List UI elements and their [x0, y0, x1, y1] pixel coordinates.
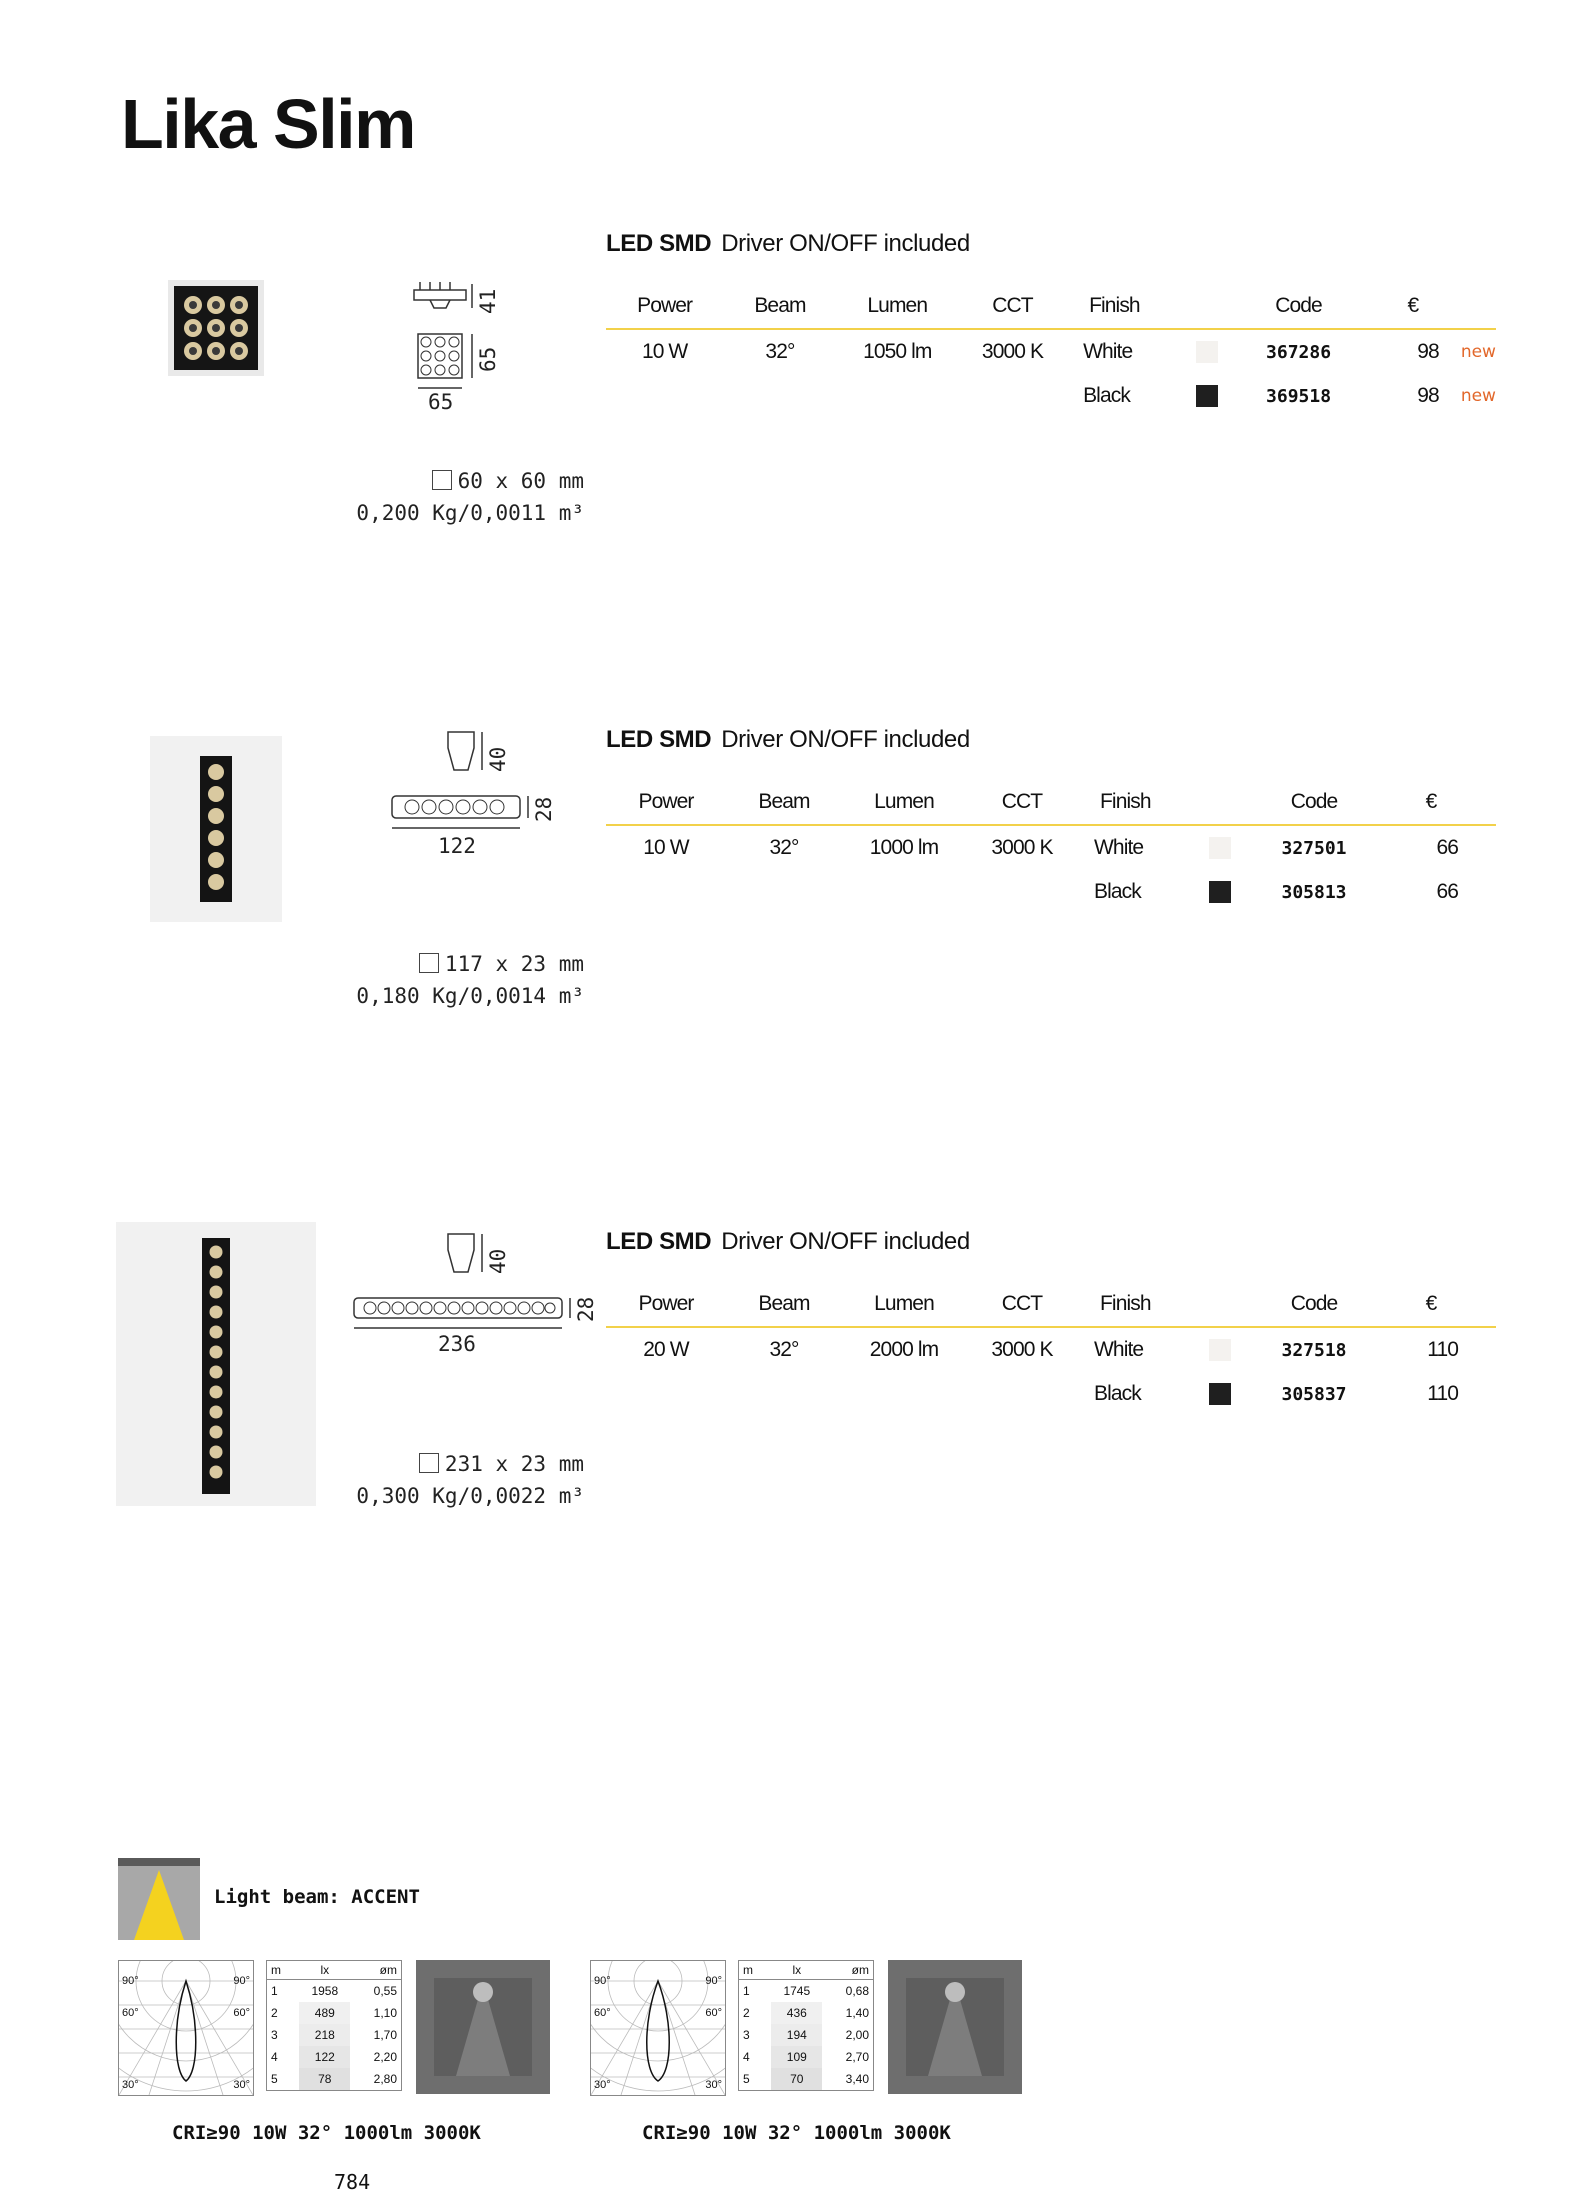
- finish-swatch-black: [1209, 881, 1231, 903]
- col-cct: CCT: [958, 284, 1067, 329]
- dim-bottom: 236: [438, 1332, 476, 1356]
- dimension-lines: [350, 1230, 610, 1360]
- lux-table: m lx øm 1 1745 0,68 2 436 1,40 3 194 2,00 4 109 2,70 5 70 3,40: [738, 1960, 874, 2091]
- lux-table: m lx øm 1 1958 0,55 2 489 1,10 3 218 1,70 4 122 2,20 5 78 2,80: [266, 1960, 402, 2091]
- photometry-caption: CRI≥90 10W 32° 1000lm 3000K: [642, 2122, 951, 2144]
- pack-weight: 0,200 Kg/0,0011 m³: [356, 501, 584, 525]
- dimension-drawing: [388, 728, 568, 868]
- col-price: €: [1365, 284, 1461, 329]
- table-row: 3 218 1,70: [267, 2024, 402, 2046]
- col-price: €: [1382, 1282, 1480, 1327]
- col-lumen: Lumen: [837, 284, 958, 329]
- table-row: 10 W 32° 1000 lm 3000 K White 327501 66: [643, 836, 1458, 859]
- table-row: Black 369518 98 new: [606, 374, 1496, 418]
- spec-table: [606, 780, 1496, 914]
- product-image: [116, 1222, 316, 1506]
- product-image: [150, 736, 282, 922]
- light-beam-label: Light beam: ACCENT: [214, 1886, 420, 1908]
- col-cct: CCT: [966, 780, 1078, 825]
- product-photo-6: [150, 736, 282, 922]
- table-row: Black 305813 66: [1094, 880, 1458, 903]
- col-code: Code: [1232, 284, 1365, 329]
- dim-height: 41: [476, 288, 500, 314]
- dim-side: 28: [574, 1296, 598, 1322]
- box-icon: [419, 1453, 439, 1473]
- col-finish: Finish: [1067, 284, 1181, 329]
- col-beam: Beam: [726, 1282, 842, 1327]
- pack-size: 60 x 60 mm: [457, 469, 584, 493]
- col-beam: Beam: [723, 284, 836, 329]
- polar-diagram: 90° 90° 60° 60° 30° 30°: [590, 1960, 726, 2096]
- table-row: 4 109 2,70: [739, 2046, 874, 2068]
- table-row: 5 78 2,80: [267, 2068, 402, 2091]
- table-row: 1 1958 0,55: [271, 1984, 397, 1998]
- table-row: 2 489 1,10: [267, 2002, 402, 2024]
- product-photo-square: [168, 280, 264, 376]
- table-row: Black 305837 110: [1094, 1382, 1458, 1405]
- table-row: 2 436 1,40: [739, 2002, 874, 2024]
- dim-side: 28: [532, 796, 556, 822]
- finish-swatch-white: [1196, 341, 1218, 363]
- box-icon: [432, 470, 452, 490]
- col-lumen: Lumen: [842, 1282, 966, 1327]
- product-photo-12: [116, 1222, 316, 1506]
- dim-height: 40: [486, 1248, 510, 1274]
- dim-bottom: 65: [428, 390, 454, 414]
- page-number: 784: [334, 2170, 371, 2194]
- product-heading: LED SMD Driver ON/OFF included: [606, 1228, 970, 1255]
- col-beam: Beam: [726, 780, 842, 825]
- col-finish: Finish: [1078, 1282, 1194, 1327]
- light-beam-icon: [118, 1858, 200, 1940]
- page-title: Lika Slim: [121, 85, 415, 163]
- packaging-info: [300, 1448, 584, 1512]
- pack-size: 117 x 23 mm: [444, 952, 584, 976]
- col-price: €: [1382, 780, 1480, 825]
- table-row: 3 194 2,00: [739, 2024, 874, 2046]
- table-row: 5 70 3,40: [739, 2068, 874, 2091]
- spec-table: [606, 1282, 1496, 1416]
- table-row: 10 W 32° 1050 lm 3000 K White 367286 98 new: [606, 329, 1496, 374]
- finish-swatch-white: [1209, 1339, 1231, 1361]
- dim-height: 40: [486, 746, 510, 772]
- col-power: Power: [606, 284, 723, 329]
- polar-diagram: 90° 90° 60° 60° 30° 30°: [118, 1960, 254, 2096]
- packaging-info: [300, 948, 584, 1012]
- spec-table: [606, 284, 1496, 418]
- pack-size: 231 x 23 mm: [444, 1452, 584, 1476]
- product-heading: LED SMD Driver ON/OFF included: [606, 230, 970, 257]
- table-row: 4 122 2,20: [267, 2046, 402, 2068]
- photometry-caption: CRI≥90 10W 32° 1000lm 3000K: [172, 2122, 481, 2144]
- finish-swatch-black: [1196, 385, 1218, 407]
- product-heading: LED SMD Driver ON/OFF included: [606, 726, 970, 753]
- col-code: Code: [1246, 780, 1382, 825]
- new-badge: new: [1460, 342, 1496, 362]
- dimension-drawing: [410, 278, 510, 418]
- col-lumen: Lumen: [842, 780, 966, 825]
- table-row: 20 W 32° 2000 lm 3000 K White 327518 110: [643, 1338, 1458, 1361]
- packaging-info: [300, 465, 584, 529]
- col-power: Power: [606, 780, 726, 825]
- dimension-drawing: [350, 1230, 610, 1360]
- col-finish: Finish: [1078, 780, 1194, 825]
- pack-weight: 0,180 Kg/0,0014 m³: [356, 984, 584, 1008]
- finish-swatch-black: [1209, 1383, 1231, 1405]
- box-icon: [419, 953, 439, 973]
- table-row: 1 1745 0,68: [743, 1984, 869, 1998]
- new-badge: new: [1460, 386, 1496, 406]
- dim-side: 65: [476, 346, 500, 372]
- room-render: [416, 1960, 550, 2094]
- dim-bottom: 122: [438, 834, 476, 858]
- product-image: [168, 280, 264, 376]
- col-code: Code: [1246, 1282, 1382, 1327]
- room-render: [888, 1960, 1022, 2094]
- col-cct: CCT: [966, 1282, 1078, 1327]
- pack-weight: 0,300 Kg/0,0022 m³: [356, 1484, 584, 1508]
- finish-swatch-white: [1209, 837, 1231, 859]
- col-power: Power: [606, 1282, 726, 1327]
